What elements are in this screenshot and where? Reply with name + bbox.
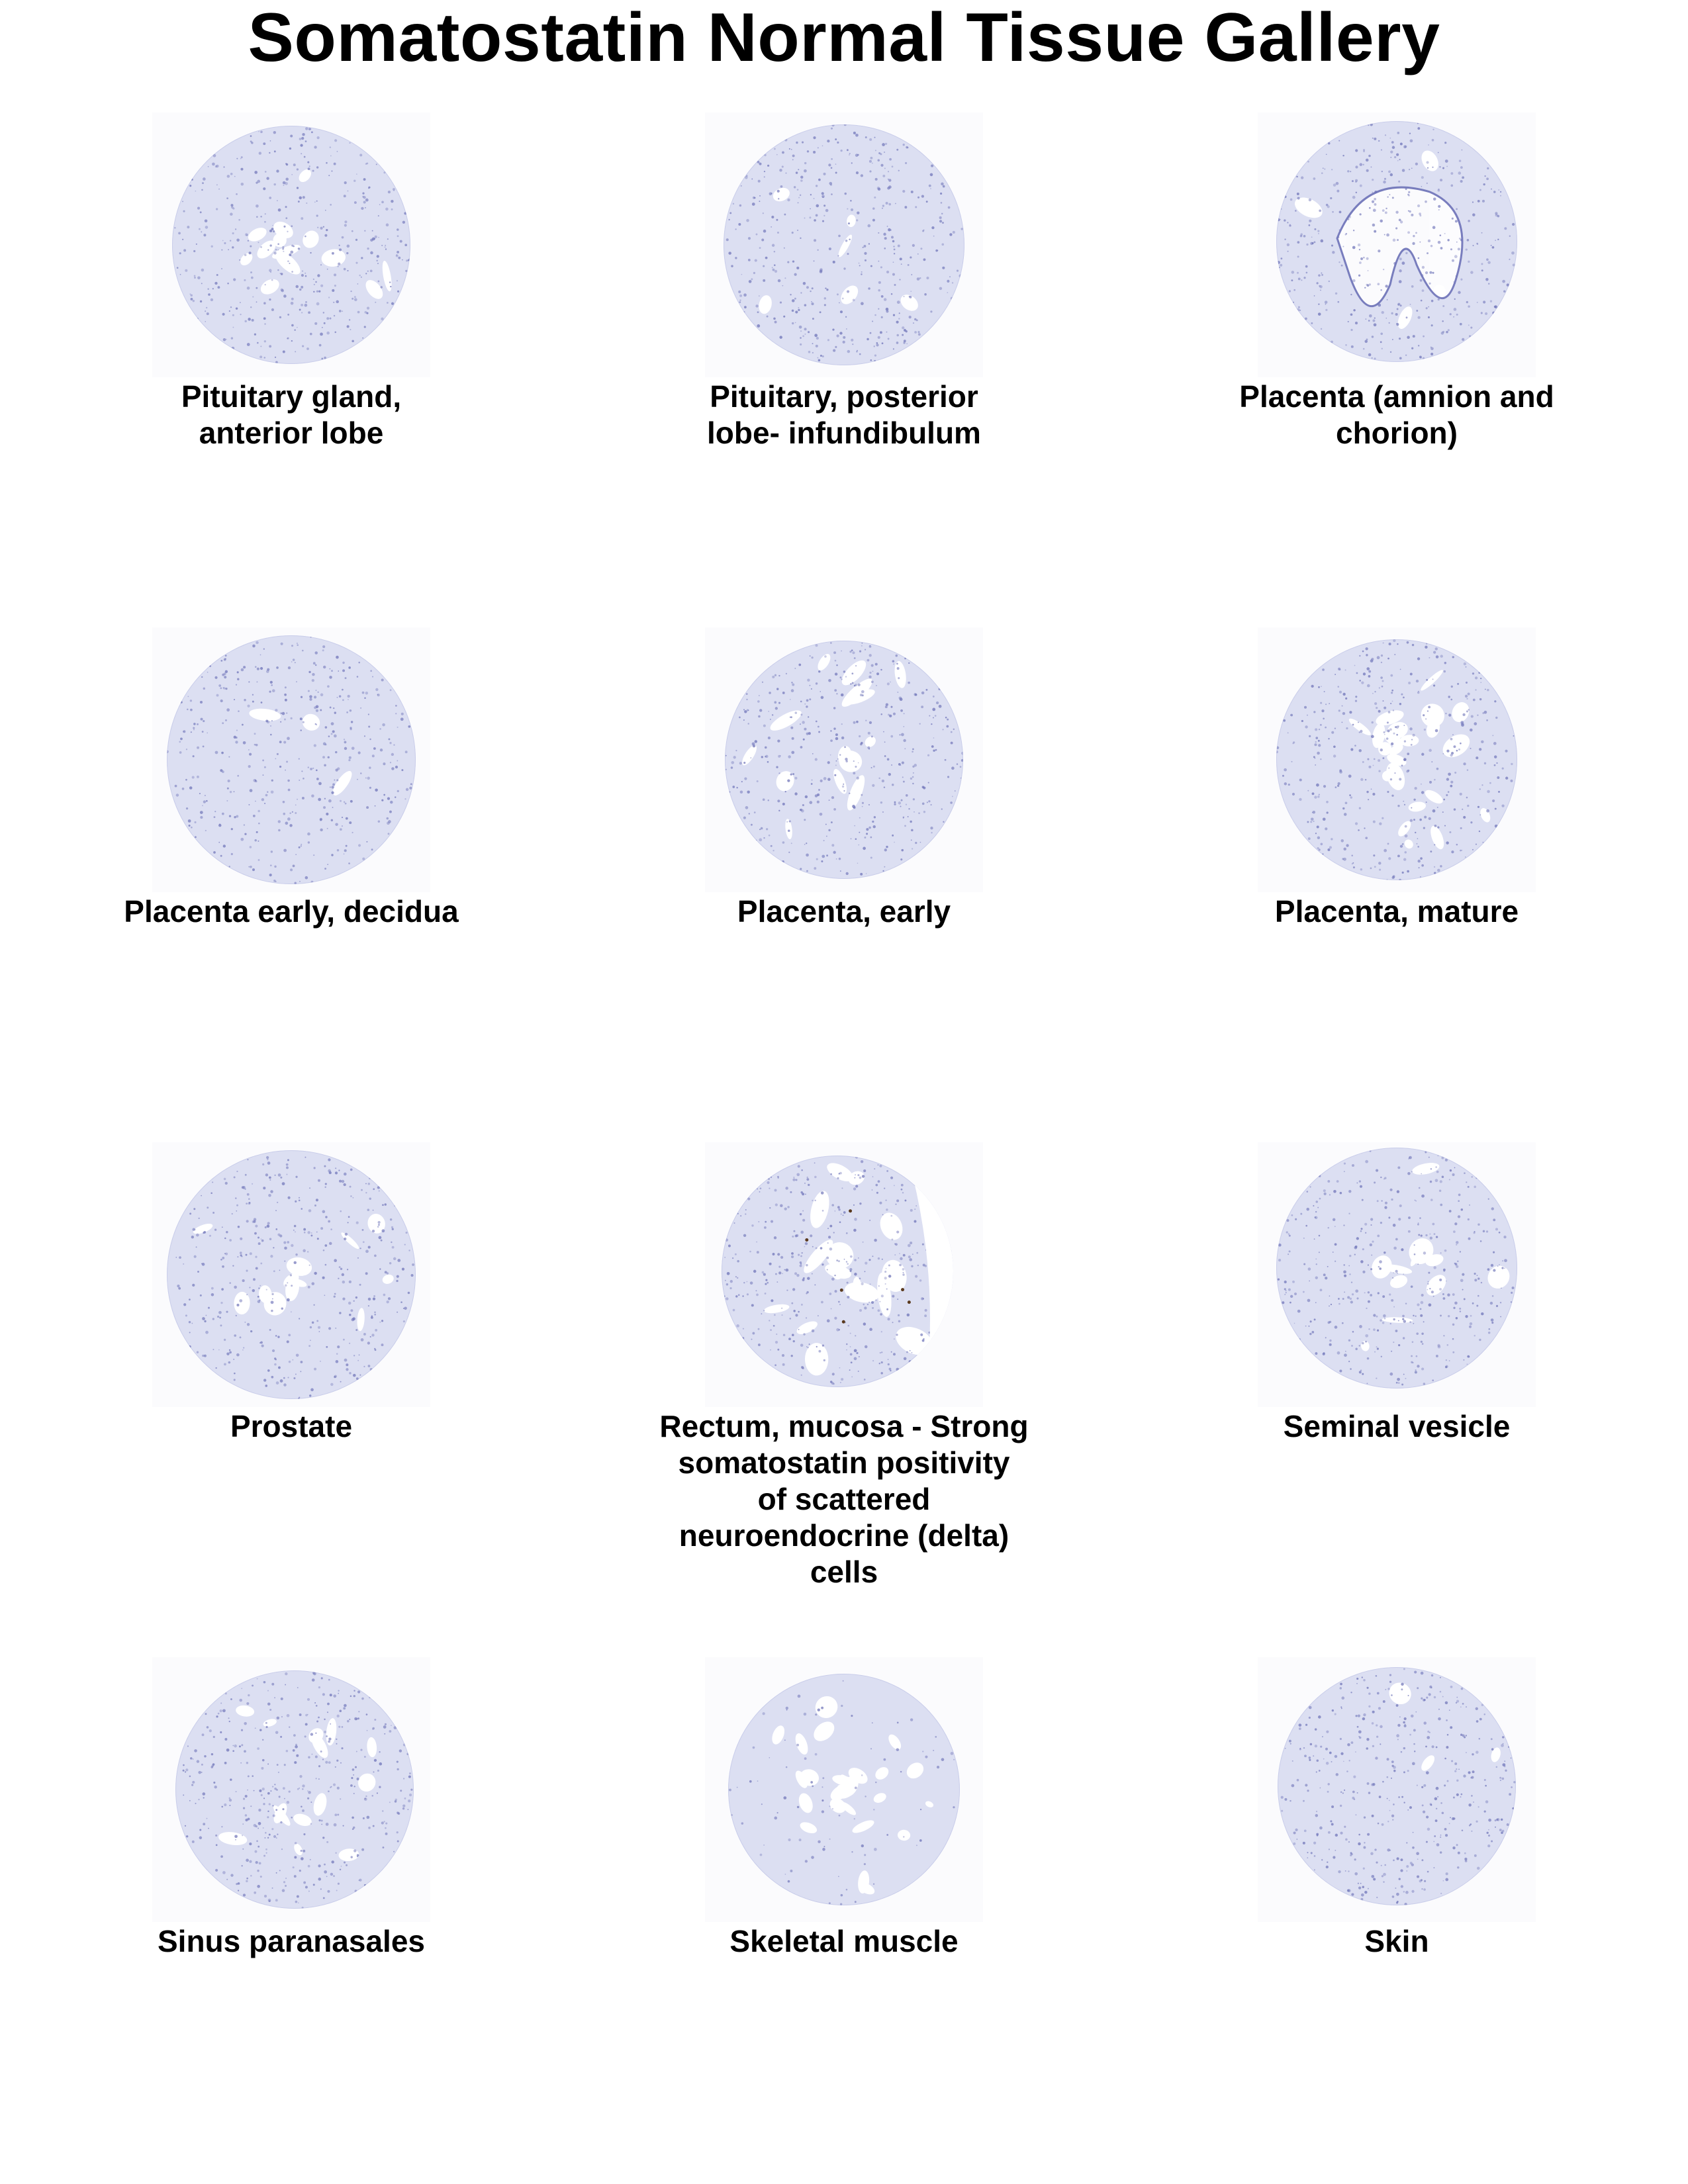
tissue-label: Skeletal muscle <box>729 1924 959 1958</box>
tissue-label: Sinus paranasales <box>158 1924 425 1958</box>
tissue-label: Placenta, mature <box>1274 894 1519 929</box>
tissue-label: Pituitary gland, anterior lobe <box>181 379 402 450</box>
tissue-label: Prostate <box>230 1409 353 1443</box>
tissue-image <box>1258 1657 1536 1922</box>
tissue-label: Pituitary, posterior lobe- infundibulum <box>707 379 981 450</box>
tissue-label: Placenta, early <box>737 894 951 929</box>
tissue-image <box>152 113 430 377</box>
tissue-image <box>1258 1142 1536 1407</box>
tissue-label: Placenta (amnion and chorion) <box>1239 379 1554 450</box>
tissue-image <box>152 627 430 892</box>
tissue-image <box>705 627 983 892</box>
tissue-label: Placenta early, decidua <box>124 894 459 929</box>
tissue-image <box>1258 627 1536 892</box>
tissue-image <box>705 113 983 377</box>
page-title: Somatostatin Normal Tissue Gallery <box>248 0 1440 76</box>
tissue-label: Seminal vesicle <box>1283 1409 1511 1443</box>
tissue-image <box>1258 113 1536 377</box>
tissue-image <box>152 1657 430 1922</box>
tissue-image <box>705 1142 983 1407</box>
tissue-label: Rectum, mucosa - Strong somatostatin positivity of scattered neuroendocrine (delta) cells <box>659 1409 1029 1589</box>
tissue-label: Skin <box>1364 1924 1429 1958</box>
tissue-image <box>152 1142 430 1407</box>
tissue-image <box>705 1657 983 1922</box>
